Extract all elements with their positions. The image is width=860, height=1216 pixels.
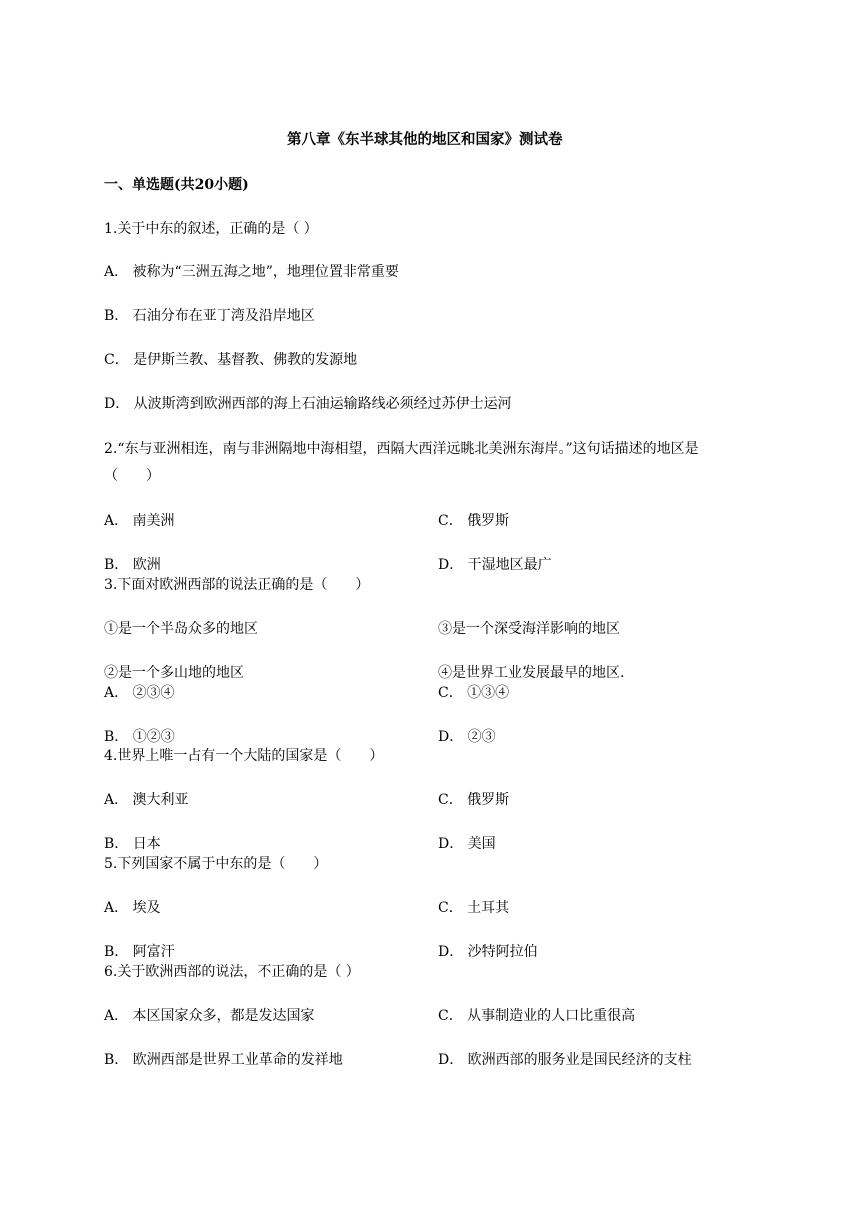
question-4-option-d: D． 美国 [438, 836, 496, 852]
question-5-option-d: D． 沙特阿拉伯 [438, 944, 538, 960]
question-5-option-b: B． 阿富汗 [104, 944, 175, 960]
question-6-option-d: D． 欧洲西部的服务业是国民经济的支柱 [438, 1052, 692, 1068]
question-2-option-b: B． 欧洲 [104, 557, 161, 573]
question-4-option-a: A． 澳大利亚 [104, 792, 189, 808]
question-3-option-c: C． ①③④ [438, 685, 510, 701]
question-3-stem: 3.下面对欧洲西部的说法正确的是（ ） [104, 577, 370, 593]
question-6-stem: 6.关于欧洲西部的说法，不正确的是（ ） [104, 964, 360, 980]
question-2-option-c: C． 俄罗斯 [438, 513, 510, 529]
question-6-option-b: B． 欧洲西部是世界工业革命的发祥地 [104, 1052, 343, 1068]
question-5-option-c: C． 土耳其 [438, 900, 510, 916]
question-2-stem-cont: （ ） [104, 468, 160, 484]
question-5-option-a: A． 埃及 [104, 900, 161, 916]
question-3-statement-2: ②是一个多山地的地区 [104, 665, 244, 681]
question-3-option-a: A． ②③④ [104, 685, 175, 701]
question-1-option-b: B． 石油分布在亚丁湾及沿岸地区 [104, 308, 315, 324]
question-3-option-d: D． ②③ [438, 729, 496, 745]
page-title: 第八章《东半球其他的地区和国家》测试卷 [287, 131, 563, 148]
question-1-option-a: A． 被称为“三洲五海之地”，地理位置非常重要 [104, 264, 399, 280]
question-4-option-b: B． 日本 [104, 836, 161, 852]
question-1-option-d: D． 从波斯湾到欧洲西部的海上石油运输路线必须经过苏伊士运河 [104, 396, 512, 412]
question-2-option-a: A． 南美洲 [104, 513, 175, 529]
question-1-stem: 1.关于中东的叙述，正确的是（ ） [104, 221, 318, 237]
question-1-option-c: C． 是伊斯兰教、基督教、佛教的发源地 [104, 352, 358, 368]
question-2-option-d: D． 干湿地区最广 [438, 557, 552, 573]
question-6-option-a: A． 本区国家众多，都是发达国家 [104, 1008, 315, 1024]
question-3-statement-4: ④是世界工业发展最早的地区. [438, 665, 625, 681]
question-4-option-c: C． 俄罗斯 [438, 792, 510, 808]
question-5-stem: 5.下列国家不属于中东的是（ ） [104, 856, 328, 872]
question-3-option-b: B． ①②③ [104, 729, 175, 745]
question-6-option-c: C． 从事制造业的人口比重很高 [438, 1008, 636, 1024]
question-3-statement-1: ①是一个半岛众多的地区 [104, 621, 258, 637]
question-4-stem: 4.世界上唯一占有一个大陆的国家是（ ） [104, 748, 384, 764]
question-3-statement-3: ③是一个深受海洋影响的地区 [438, 621, 620, 637]
section-heading: 一、单选题(共20小题) [104, 177, 249, 193]
question-2-stem: 2.“东与亚洲相连，南与非洲隔地中海相望，西隔大西洋远眺北美洲东海岸。”这句话描述的地区是 [104, 441, 699, 457]
